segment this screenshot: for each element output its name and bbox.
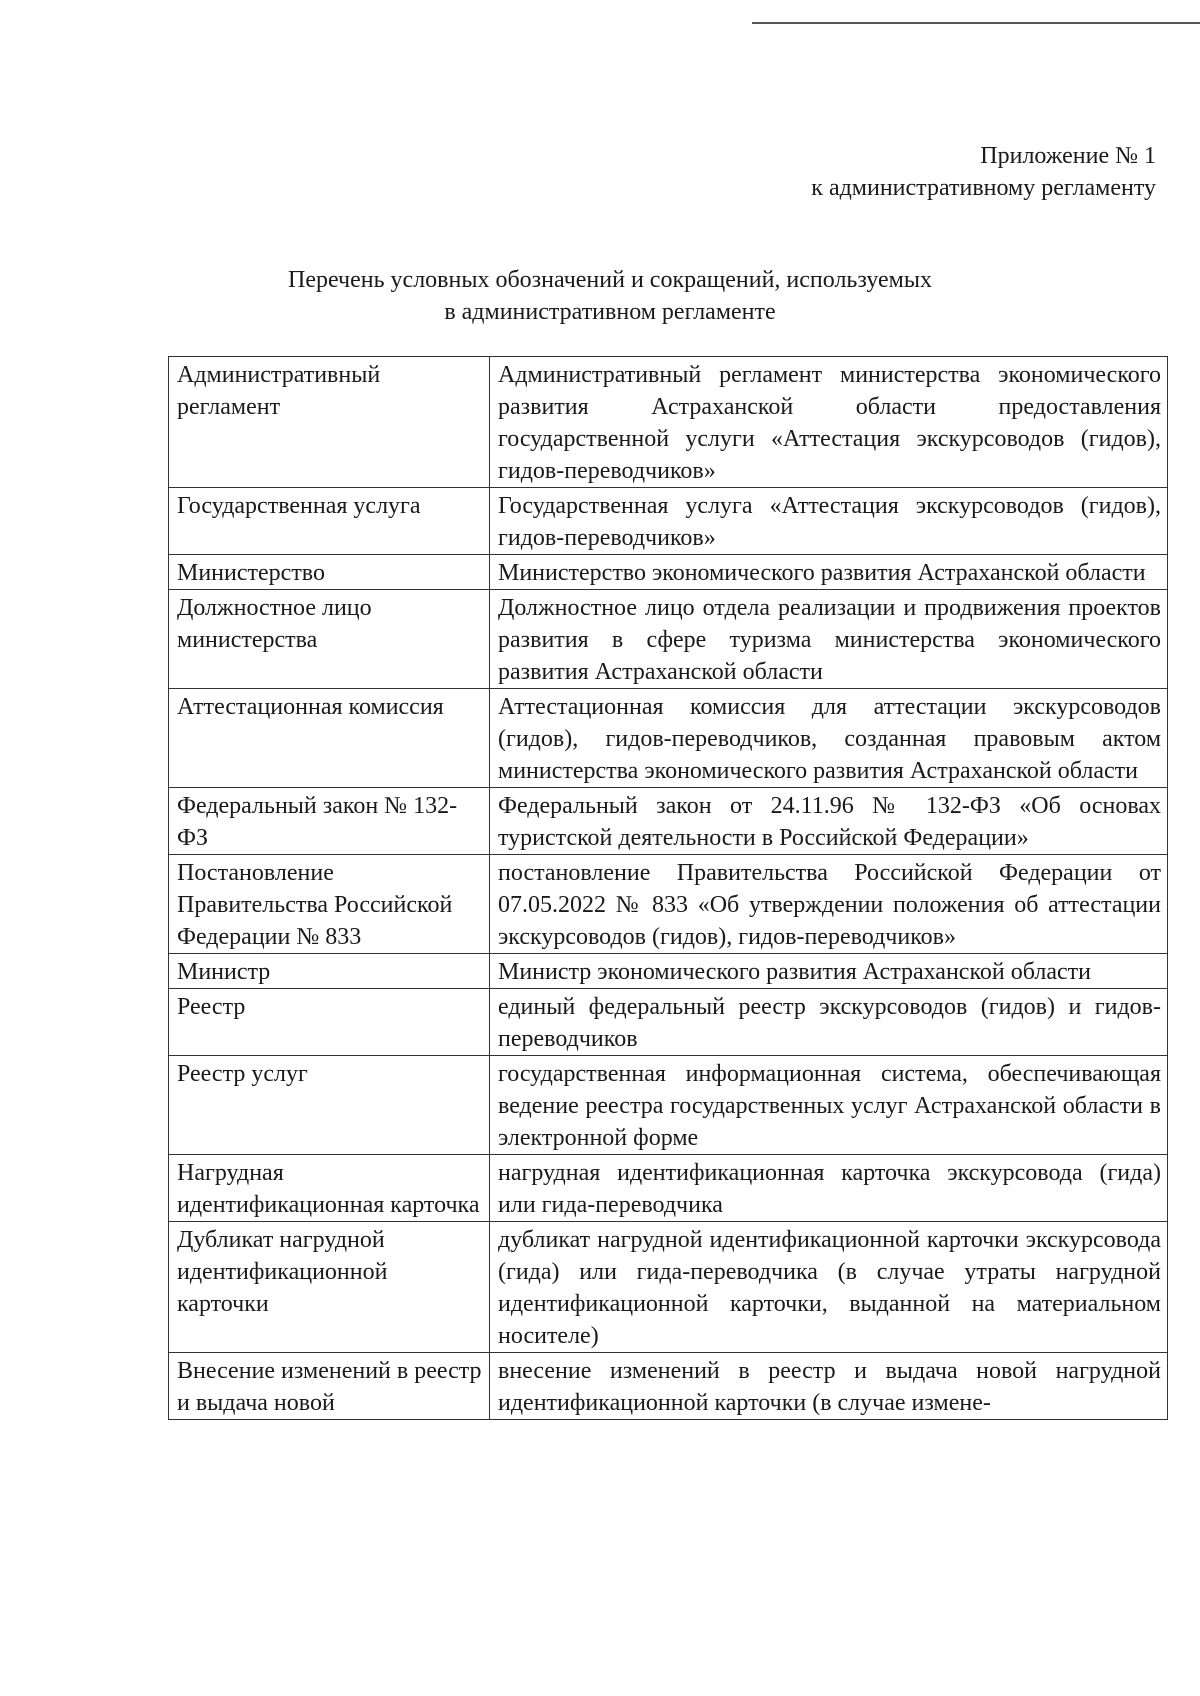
title-line-2: в административном регламенте [444,299,776,325]
definition-cell: дубликат нагрудной идентификационной карточки экскурсовода (гида) или гида-переводчика (в случае утраты нагрудной идентификационной карточки, выданной на материальном носителе) [490,1222,1168,1353]
definition-cell: Аттестационная комиссия для аттестации экскурсоводов (гидов), гидов-переводчиков, созданная правовым актом министерства экономического развития Астраханской области [490,689,1168,788]
definition-cell: Министерство экономического развития Астраханской области [490,555,1168,590]
term-cell: Постановление Правительства Российской Федерации № 833 [169,855,490,954]
definition-text: внесение изменений в реестр и выдача новой нагрудной идентификационной карточки (в случае измене- [498,1358,1161,1416]
definition-cell: Министр экономического развития Астраханской области [490,954,1168,989]
definition-cell: Федеральный закон от 24.11.96 № 132-ФЗ «Об основах туристской деятельности в Российской Федерации» [490,788,1168,855]
table-row [169,689,1168,788]
table-row [169,357,1168,488]
abbreviations-table [168,356,1168,1420]
definition-cell: нагрудная идентификационная карточка экскурсовода (гида) или гида-переводчика [490,1155,1168,1222]
term-cell: Нагрудная идентификационная карточка [169,1155,490,1222]
definition-cell: Административный регламент министерства экономического развития Астраханской области предоставления государственной услуги «Аттестация экскурсоводов (гидов), гидов-переводчиков» [490,357,1168,488]
definition-cell: Должностное лицо отдела реализации и продвижения проектов развития в сфере туризма министерства экономического развития Астраханской области [490,590,1168,689]
term-cell: Реестр [169,989,490,1056]
definition-cell: постановление Правительства Российской Федерации от 07.05.2022 № 833 «Об утверждении положения об аттестации экскурсоводов (гидов), гидов-переводчиков» [490,855,1168,954]
table-row [169,590,1168,689]
term-cell: Государственная услуга [169,488,490,555]
annex-number: Приложение № 1 [980,143,1156,169]
definition-cell: государственная информационная система, обеспечивающая ведение реестра государственных услуг Астраханской области в электронной форме [490,1056,1168,1155]
term-cell: Министерство [169,555,490,590]
table-row [169,555,1168,590]
annex-heading [811,140,1156,204]
title-line-1: Перечень условных обозначений и сокращений, используемых [287,267,932,293]
table-row [169,1056,1168,1155]
table-row [169,954,1168,989]
term-text: Внесение изменений в реестр и выдача новой [177,1358,482,1416]
term-cell: Дубликат нагрудной идентификационной карточки [169,1222,490,1353]
table-row [169,855,1168,954]
term-cell: Аттестационная комиссия [169,689,490,788]
term-cell: Реестр услуг [169,1056,490,1155]
annex-reference: к административному регламенту [811,175,1156,201]
term-cell [169,1353,490,1420]
table-row [169,788,1168,855]
term-cell: Административный регламент [169,357,490,488]
document-title [180,264,1040,328]
term-cell: Должностное лицо министерства [169,590,490,689]
table-row [169,1155,1168,1222]
table-row [169,488,1168,555]
definition-cell [490,1353,1168,1420]
definition-cell: единый федеральный реестр экскурсоводов (гидов) и гидов-переводчиков [490,989,1168,1056]
term-cell: Министр [169,954,490,989]
top-rule [752,22,1200,24]
definition-cell: Государственная услуга «Аттестация экскурсоводов (гидов), гидов-переводчиков» [490,488,1168,555]
term-cell: Федеральный закон № 132-ФЗ [169,788,490,855]
table-row [169,989,1168,1056]
table-row [169,1222,1168,1353]
table-row [169,1353,1168,1420]
